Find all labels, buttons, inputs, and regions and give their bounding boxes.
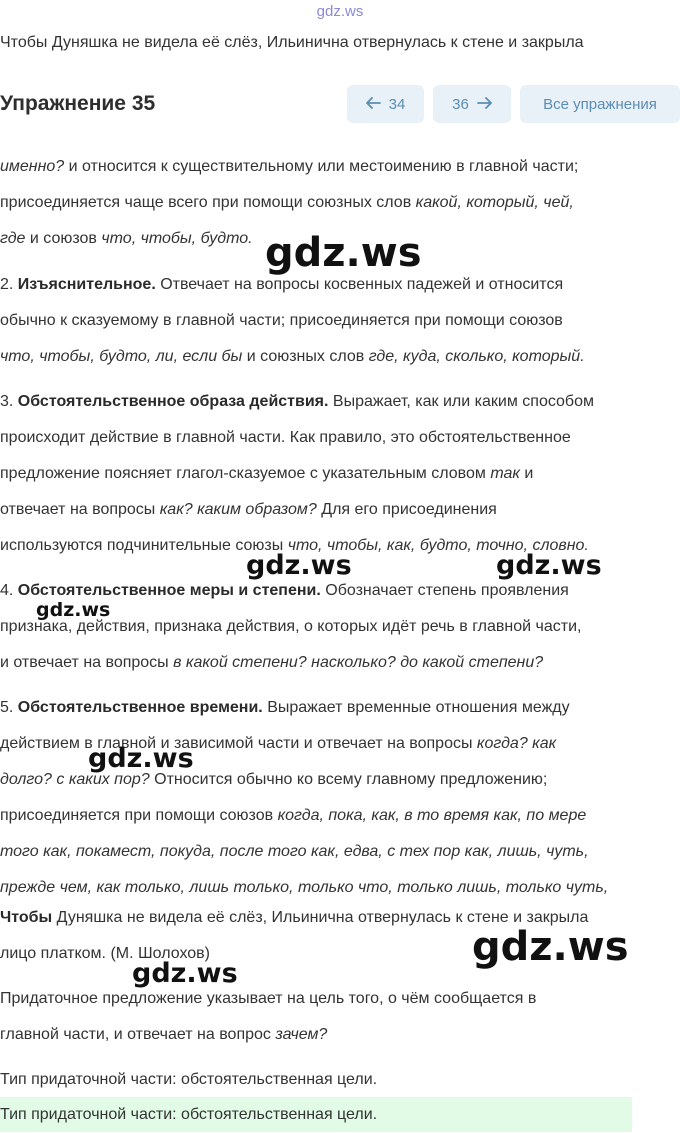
- watermark: gdz.ws: [496, 550, 602, 581]
- text-line: Чтобы Дуняшка не видела её слёз, Ильинична отвернулась к стене и закрыла: [0, 34, 584, 51]
- watermark: gdz.ws: [265, 230, 422, 276]
- next-exercise-label: 36: [452, 95, 469, 113]
- text-line: предложение поясняет глагол-сказуемое с указательным словом так и: [0, 465, 534, 482]
- text-line: именно? и относится к существительному или местоимению в главной части;: [0, 158, 579, 175]
- answer-highlight: Тип придаточной части: обстоятельственная цели.: [0, 1097, 632, 1132]
- text-line: отвечает на вопросы как? каким образом? Для его присоединения: [0, 501, 497, 518]
- text-line: где и союзов что, чтобы, будто.: [0, 230, 253, 247]
- header-fade: [0, 124, 680, 136]
- watermark-top: gdz.ws: [316, 3, 364, 20]
- text-line: прежде чем, как только, лишь только, только что, только лишь, только чуть,: [0, 879, 609, 896]
- text-line: того как, покамест, покуда, после того как, едва, с тех пор как, лишь, чуть,: [0, 843, 589, 860]
- text-line: происходит действие в главной части. Как правило, это обстоятельственное: [0, 429, 571, 446]
- text-line: главной части, и отвечает на вопрос зачем?: [0, 1026, 328, 1043]
- exercise-header: [0, 85, 680, 123]
- text-line: лицо платком. (М. Шолохов): [0, 945, 210, 962]
- watermark: gdz.ws: [246, 550, 352, 581]
- text-line: обычно к сказуемому в главной части; присоединяется при помощи союзов: [0, 312, 563, 329]
- watermark: gdz.ws: [36, 599, 111, 621]
- prev-exercise-label: 34: [388, 95, 406, 113]
- next-exercise-button[interactable]: [433, 85, 511, 123]
- text-line: 3. Обстоятельственное образа действия. Выражает, как или каким способом: [0, 393, 594, 410]
- text-line: что, чтобы, будто, ли, если бы и союзных слов где, куда, сколько, который.: [0, 348, 585, 365]
- text-line: присоединяется чаще всего при помощи союзных слов какой, который, чей,: [0, 194, 574, 211]
- text-line: Чтобы Дуняшка не видела её слёз, Ильинична отвернулась к стене и закрыла: [0, 909, 589, 926]
- text-line: используются подчинительные союзы что, чтобы, как, будто, точно, словно.: [0, 537, 589, 554]
- arrow-left-icon: [366, 96, 381, 113]
- text-line: присоединяется при помощи союзов когда, пока, как, в то время как, по мере: [0, 807, 587, 824]
- text-line: и отвечает на вопросы в какой степени? насколько? до какой степени?: [0, 654, 544, 671]
- text-line: 2. Изъяснительное. Отвечает на вопросы косвенных падежей и относится: [0, 276, 564, 293]
- arrow-right-icon: [477, 96, 492, 113]
- text-line: действием в главной и зависимой части и отвечает на вопросы когда? как: [0, 735, 557, 752]
- watermark: gdz.ws: [472, 924, 629, 970]
- watermark: gdz.ws: [132, 958, 238, 989]
- text-line: Тип придаточной части: обстоятельственная цели.: [0, 1071, 378, 1088]
- text-line: 5. Обстоятельственное времени. Выражает временные отношения между: [0, 699, 570, 716]
- text-line: 4. Обстоятельственное меры и степени. Обозначает степень проявления: [0, 582, 569, 599]
- all-exercises-button[interactable]: [520, 85, 680, 123]
- text-line: признака, действия, признака действия, о которых идёт речь в главной части,: [0, 618, 582, 635]
- prev-exercise-button[interactable]: [347, 85, 424, 123]
- text-line: долго? с каких пор? Относится обычно ко всему главному предложению;: [0, 771, 548, 788]
- page-title: Упражнение 35: [0, 92, 156, 115]
- watermark: gdz.ws: [88, 743, 194, 774]
- text-line: Придаточное предложение указывает на цель того, о чём сообщается в: [0, 990, 537, 1007]
- all-exercises-label: Все упражнения: [543, 95, 657, 113]
